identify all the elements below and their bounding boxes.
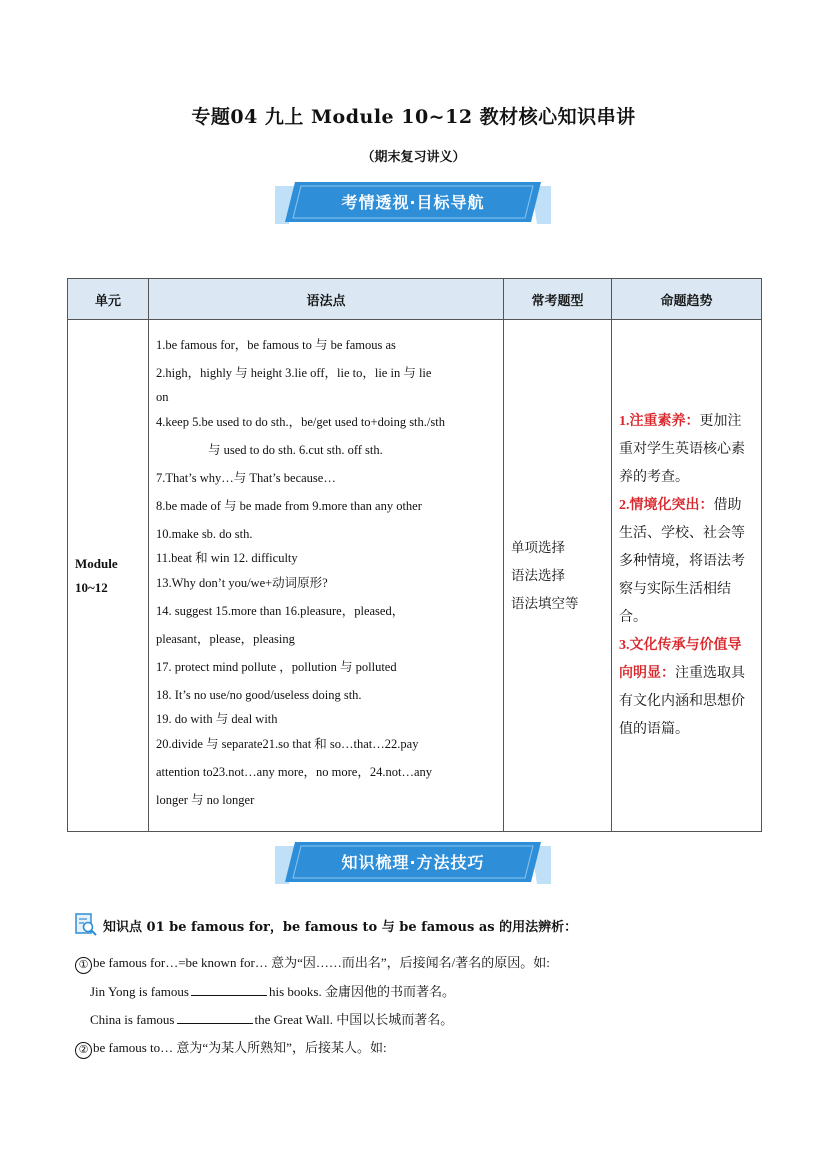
question-types-cell <box>504 320 612 832</box>
trend-item <box>619 408 755 492</box>
knowledge-point-title: 知识点 01 be famous for，be famous to 与 be famous as 的用法辨析： <box>103 920 578 935</box>
header-trends: 命题趋势 <box>612 279 762 320</box>
section-banner-knowledge <box>275 840 551 886</box>
question-type: 语法选择 <box>511 567 565 583</box>
unit-cell <box>68 320 149 832</box>
header-question-types: 常考题型 <box>504 279 612 320</box>
example-start: China is famous <box>90 1012 175 1027</box>
usage-item-1 <box>75 952 550 974</box>
grammar-line: on <box>156 390 169 404</box>
grammar-line: 2.high，highly 与 height 3.lie off，lie to，lie in 与 lie <box>156 366 432 380</box>
grammar-line: 8.be made of 与 be made from 9.more than any other <box>156 499 422 513</box>
grammar-line: 11.beat 和 win 12. difficulty <box>156 551 298 565</box>
section-banner-exam-overview <box>275 180 551 226</box>
grammar-line: 18. It’s no use/no good/useless doing sth. <box>156 688 362 702</box>
trend-item <box>619 632 755 744</box>
unit-line: 10~12 <box>75 579 108 595</box>
page-title: 专题04 九上 Module 10~12 教材核心知识串讲 <box>191 106 636 128</box>
grammar-line: 20.divide 与 separate21.so that 和 so…that…22.pay <box>156 737 419 751</box>
page-subtitle: （期末复习讲义） <box>361 150 466 165</box>
usage-item-2 <box>75 1037 387 1059</box>
trend-label: 3.文化传承与价值导向明显： <box>619 637 742 681</box>
grammar-line: 7.That’s why…与 That’s because… <box>156 471 336 485</box>
example-sentence-2 <box>90 1009 453 1028</box>
grammar-line: 4.keep 5.be used to do sth.，be/get used to+doing sth./sth <box>156 415 445 429</box>
grammar-line: 19. do with 与 deal with <box>156 712 278 726</box>
magnifier-document-icon <box>75 913 97 937</box>
banner-title: 知识梳理·方法技巧 <box>341 853 485 872</box>
example-end: the Great Wall. 中国以长城而著名。 <box>254 1012 454 1027</box>
header-unit: 单元 <box>68 279 149 320</box>
grammar-points-cell <box>149 320 504 832</box>
question-type: 语法填空等 <box>511 595 579 611</box>
trends-cell <box>612 320 762 832</box>
fill-blank[interactable] <box>177 1011 253 1024</box>
question-type: 单项选择 <box>511 539 565 555</box>
grammar-line: 14. suggest 15.more than 16.pleasure，pleased， <box>156 604 405 618</box>
grammar-line: pleasant，please，pleasing <box>156 632 295 646</box>
trend-text: 借助生活、学校、社会等多种情境，将语法考察与实际生活相结合。 <box>619 497 745 625</box>
grammar-line: 17. protect mind pollute ，pollution 与 polluted <box>156 660 397 674</box>
item-number: ② <box>75 1042 92 1059</box>
table-header-row <box>68 279 762 320</box>
trend-text: 注重选取具有文化内涵和思想价值的语篇。 <box>619 665 745 737</box>
example-sentence-1 <box>90 981 455 1000</box>
trend-label: 1.注重素养： <box>619 413 700 429</box>
example-start: Jin Yong is famous <box>90 984 189 999</box>
example-end: his books. 金庸因他的书而著名。 <box>268 984 455 999</box>
banner-title: 考情透视·目标导航 <box>341 193 485 212</box>
item-number: ① <box>75 957 92 974</box>
grammar-line: attention to23.not…any more，no more，24.not…any <box>156 765 432 779</box>
header-grammar: 语法点 <box>149 279 504 320</box>
table-row <box>68 320 762 832</box>
grammar-line: 10.make sb. do sth. <box>156 527 253 541</box>
trend-text: 更加注重对学生英语核心素养的考查。 <box>619 413 745 485</box>
fill-blank[interactable] <box>191 983 267 996</box>
usage-text: be famous to… 意为“为某人所熟知”，后接某人。如: <box>93 1040 387 1055</box>
grammar-table <box>67 278 762 832</box>
trend-item <box>619 492 755 632</box>
grammar-line: 1.be famous for，be famous to 与 be famous as <box>156 338 396 352</box>
grammar-line: 与 used to do sth. 6.cut sth. off sth. <box>208 443 383 457</box>
usage-text: be famous for…=be known for… 意为“因……而出名”，后接闻名/著名的原因。如: <box>93 955 550 970</box>
grammar-line: 13.Why don’t you/we+动词原形? <box>156 576 328 590</box>
grammar-line: longer 与 no longer <box>156 793 255 807</box>
trend-label: 2.情境化突出： <box>619 497 714 513</box>
unit-line: Module <box>75 555 118 571</box>
